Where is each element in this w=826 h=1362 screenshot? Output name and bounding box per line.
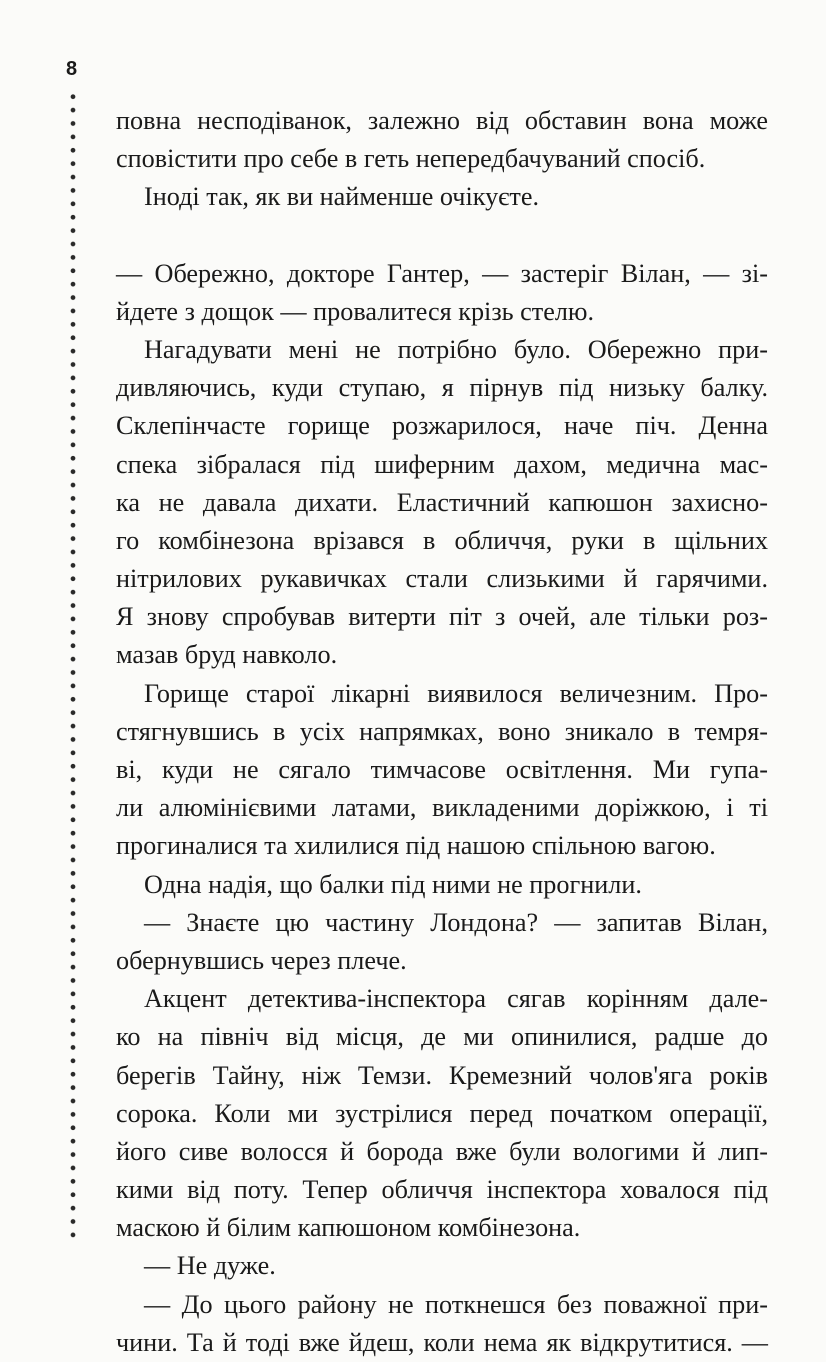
text-line: сповістити про себе в геть непередбачуваний спосіб. xyxy=(116,144,706,174)
text-line: нітрилових рукавичках стали слизькими й гарячими. xyxy=(116,564,768,594)
dotted-margin-rule xyxy=(68,90,78,1240)
text-line: Акцент детектива-інспектора сягав корінням дале- xyxy=(144,984,768,1014)
text-line: сорока. Коли ми зустрілися перед початком операції, xyxy=(116,1098,768,1128)
text-line: Склепінчасте горище розжарилося, наче піч. Денна xyxy=(116,411,768,441)
text-line: ка не давала дихати. Еластичний капюшон захисно- xyxy=(116,487,768,517)
text-line: го комбінезона врізався в обличчя, руки в щільних xyxy=(116,525,768,555)
text-line: маскою й білим капюшоном комбінезона. xyxy=(116,1213,581,1243)
text-line: кими від поту. Тепер обличчя інспектора ховалося під xyxy=(116,1175,768,1205)
text-line: ві, куди не сягало тимчасове освітлення. Ми гупа- xyxy=(116,755,768,784)
page-number: 8 xyxy=(66,58,78,80)
text-line: Горище старої лікарні виявилося величезним. Про- xyxy=(144,678,768,708)
text-line: його сиве волосся й борода вже були вологими й лип- xyxy=(116,1136,768,1166)
text-line: Іноді так, як ви найменше очікуєте. xyxy=(144,182,540,212)
text-line: обернувшись через плече. xyxy=(116,945,407,975)
text-line: спека зібралася під шиферним дахом, медична мас- xyxy=(116,449,768,479)
text-line: Нагадувати мені не потрібно було. Обережно при- xyxy=(144,334,768,364)
text-section-1 xyxy=(116,102,768,217)
text-line: чини. Та й тоді вже йдеш, коли нема як відкрутитися. — xyxy=(116,1327,768,1357)
text-line: Одна надія, що балки під ними не прогнили. xyxy=(144,869,642,899)
text-section-2 xyxy=(116,255,768,1362)
text-line: дивляючись, куди ступаю, я пірнув під низьку балку. xyxy=(116,373,768,403)
text-line: — Знаєте цю частину Лондона? — запитав Вілан, xyxy=(144,907,768,937)
text-line: мазав бруд навколо. xyxy=(116,640,338,670)
section-break xyxy=(116,217,768,255)
text-line: Я знову спробував витерти піт з очей, але тільки роз- xyxy=(116,602,768,632)
text-line: — Обережно, докторе Гантер, — застеріг Вілан, — зі- xyxy=(116,258,768,288)
text-line: берегів Тайну, ніж Темзи. Кремезний чолов'яга років xyxy=(116,1060,768,1090)
text-line: стягнувшись в усіх напрямках, воно зникало в темря- xyxy=(116,716,768,746)
text-line: повна несподіванок, залежно від обставин вона може xyxy=(116,106,768,135)
text-line: — До цього району не поткнешся без поважної при- xyxy=(144,1289,768,1319)
text-line: ко на північ від місця, де ми опинилися, радше до xyxy=(116,1022,768,1052)
body-text xyxy=(116,102,768,1362)
text-line: — Не дуже. xyxy=(144,1251,276,1281)
text-line: йдете з дощок — провалитеся крізь стелю. xyxy=(116,296,595,326)
text-line: ли алюмінієвими латами, викладеними доріжкою, і ті xyxy=(116,793,768,823)
text-line: прогиналися та хилилися під нашою спільною вагою. xyxy=(116,831,716,861)
